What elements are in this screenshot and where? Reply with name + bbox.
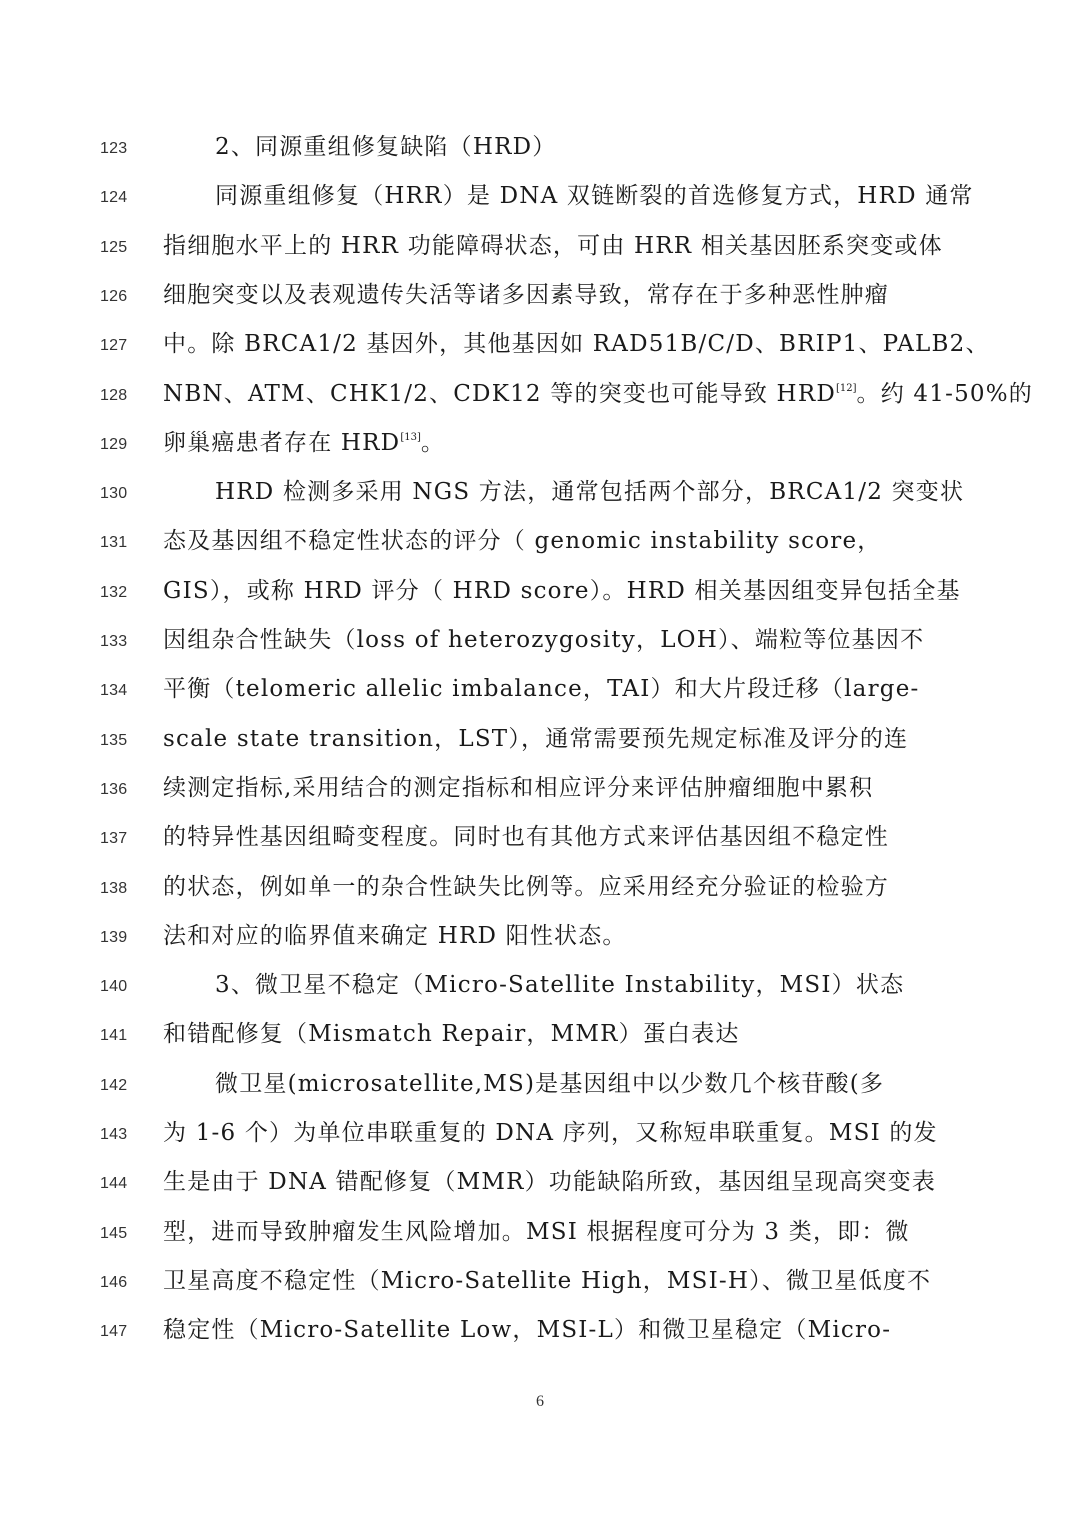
line-text-main: 法和对应的临界值来确定 HRD 阳性状态。	[163, 923, 627, 949]
line-text	[163, 329, 990, 359]
text-line	[0, 1163, 1080, 1212]
line-text	[215, 477, 964, 507]
line-number: 136	[100, 781, 128, 798]
line-text-main: 因组杂合性缺失（loss of heterozygosity，LOH）、端粒等位基因不	[163, 627, 925, 653]
line-text	[163, 921, 627, 951]
line-text-main: 的特异性基因组畸变程度。同时也有其他方式来评估基因组不稳定性	[163, 824, 889, 850]
line-text-main: 卫星高度不稳定性（Micro-Satellite High，MSI-H）、微卫星低度不	[163, 1268, 932, 1294]
text-line	[0, 375, 1080, 424]
line-text-main: 2、同源重组修复缺陷（HRD）	[215, 134, 557, 160]
text-line	[0, 325, 1080, 374]
text-line	[0, 818, 1080, 867]
citation-superscript: [12]	[835, 383, 857, 394]
line-number: 142	[100, 1077, 128, 1094]
text-line	[0, 621, 1080, 670]
line-text-tail: 。	[420, 430, 446, 456]
line-text-main: 的状态，例如单一的杂合性缺失比例等。应采用经充分验证的检验方	[163, 874, 889, 900]
line-text-main: scale state transition，LST），通常需要预先规定标准及评分的连	[163, 726, 909, 752]
line-text	[163, 724, 908, 754]
text-line	[0, 572, 1080, 621]
line-number: 134	[100, 682, 128, 699]
line-text-main: 和错配修复（Mismatch Repair，MMR）蛋白表达	[163, 1021, 740, 1047]
line-text	[215, 970, 904, 1000]
line-text	[163, 1019, 740, 1049]
line-text	[163, 1266, 931, 1296]
line-text	[215, 1069, 884, 1099]
text-line	[0, 1311, 1080, 1360]
line-number: 141	[100, 1027, 128, 1044]
line-number: 133	[100, 633, 128, 650]
text-line	[0, 1065, 1080, 1114]
line-text-main: 为 1-6 个）为单位串联重复的 DNA 序列，又称短串联重复。MSI 的发	[163, 1120, 938, 1146]
line-number: 137	[100, 830, 128, 847]
line-number: 132	[100, 584, 128, 601]
line-number: 147	[100, 1323, 128, 1340]
line-number: 126	[100, 288, 128, 305]
citation-superscript: [13]	[400, 432, 421, 443]
line-text-main: 稳定性（Micro-Satellite Low，MSI-L）和微卫星稳定（Micro-	[163, 1317, 892, 1343]
text-line	[0, 720, 1080, 769]
line-text	[163, 1167, 936, 1197]
line-text-main: 续测定指标,采用结合的测定指标和相应评分来评估肿瘤细胞中累积	[163, 775, 874, 801]
line-text	[163, 526, 881, 556]
line-number: 144	[100, 1175, 128, 1192]
line-text-main: 平衡（telomeric allelic imbalance，TAI）和大片段迁移（large-	[163, 676, 920, 702]
line-text	[163, 280, 889, 310]
line-text-main: NBN、ATM、CHK1/2、CDK12 等的突变也可能导致 HRD	[163, 381, 836, 407]
line-text	[163, 1315, 891, 1345]
line-text	[163, 379, 1033, 409]
line-text	[215, 181, 974, 211]
text-line	[0, 473, 1080, 522]
line-number: 124	[100, 189, 128, 206]
line-number: 127	[100, 337, 128, 354]
line-text-main: 生是由于 DNA 错配修复（MMR）功能缺陷所致，基因组呈现高突变表	[163, 1169, 937, 1195]
text-line	[0, 769, 1080, 818]
text-line	[0, 424, 1080, 473]
line-text-tail: 。约 41-50%的	[856, 381, 1033, 407]
line-text-main: 微卫星(microsatellite,MS)是基因组中以少数几个核苷酸(多	[215, 1071, 885, 1097]
line-number: 123	[100, 140, 128, 157]
text-line	[0, 1262, 1080, 1311]
text-line	[0, 670, 1080, 719]
text-line	[0, 868, 1080, 917]
line-text	[163, 822, 889, 852]
line-number: 128	[100, 387, 128, 404]
text-line	[0, 276, 1080, 325]
text-line	[0, 1015, 1080, 1064]
line-text-main: 同源重组修复（HRR）是 DNA 双链断裂的首选修复方式，HRD 通常	[215, 183, 974, 209]
line-number: 129	[100, 436, 128, 453]
text-line	[0, 227, 1080, 276]
line-text	[163, 231, 943, 261]
line-number: 131	[100, 534, 128, 551]
line-text	[215, 132, 556, 162]
line-text	[163, 1217, 910, 1247]
line-text-main: HRD 检测多采用 NGS 方法，通常包括两个部分，BRCA1/2 突变状	[215, 479, 965, 505]
line-number: 135	[100, 732, 128, 749]
line-number: 130	[100, 485, 128, 502]
line-text-main: GIS），或称 HRD 评分（ HRD score）。HRD 相关基因组变异包括全基	[163, 578, 961, 604]
line-number: 140	[100, 978, 128, 995]
text-line	[0, 177, 1080, 226]
line-text-main: 3、微卫星不稳定（Micro-Satellite Instability，MSI）状态	[215, 972, 905, 998]
text-line	[0, 917, 1080, 966]
line-text-main: 中。除 BRCA1/2 基因外，其他基因如 RAD51B/C/D、BRIP1、PALB2、	[163, 331, 990, 357]
line-number: 145	[100, 1225, 128, 1242]
text-line	[0, 1213, 1080, 1262]
text-line	[0, 966, 1080, 1015]
text-line	[0, 522, 1080, 571]
line-text-main: 型，进而导致肿瘤发生风险增加。MSI 根据程度可分为 3 类，即：微	[163, 1219, 910, 1245]
line-text	[163, 576, 961, 606]
line-text	[163, 1118, 938, 1148]
line-text	[163, 428, 445, 458]
line-text-main: 态及基因组不稳定性状态的评分（ genomic instability score，	[163, 528, 882, 554]
line-text-main: 细胞突变以及表观遗传失活等诸多因素导致，常存在于多种恶性肿瘤	[163, 282, 889, 308]
line-text-main: 卵巢癌患者存在 HRD	[163, 430, 401, 456]
line-text	[163, 674, 919, 704]
text-line	[0, 1114, 1080, 1163]
text-line	[0, 128, 1080, 177]
line-number: 146	[100, 1274, 128, 1291]
line-number: 143	[100, 1126, 128, 1143]
line-number: 139	[100, 929, 128, 946]
line-text	[163, 872, 889, 902]
page-number: 6	[536, 1393, 544, 1410]
line-text	[163, 773, 873, 803]
line-number: 138	[100, 880, 128, 897]
line-text-main: 指细胞水平上的 HRR 功能障碍状态，可由 HRR 相关基因胚系突变或体	[163, 233, 943, 259]
line-number: 125	[100, 239, 128, 256]
line-text	[163, 625, 924, 655]
